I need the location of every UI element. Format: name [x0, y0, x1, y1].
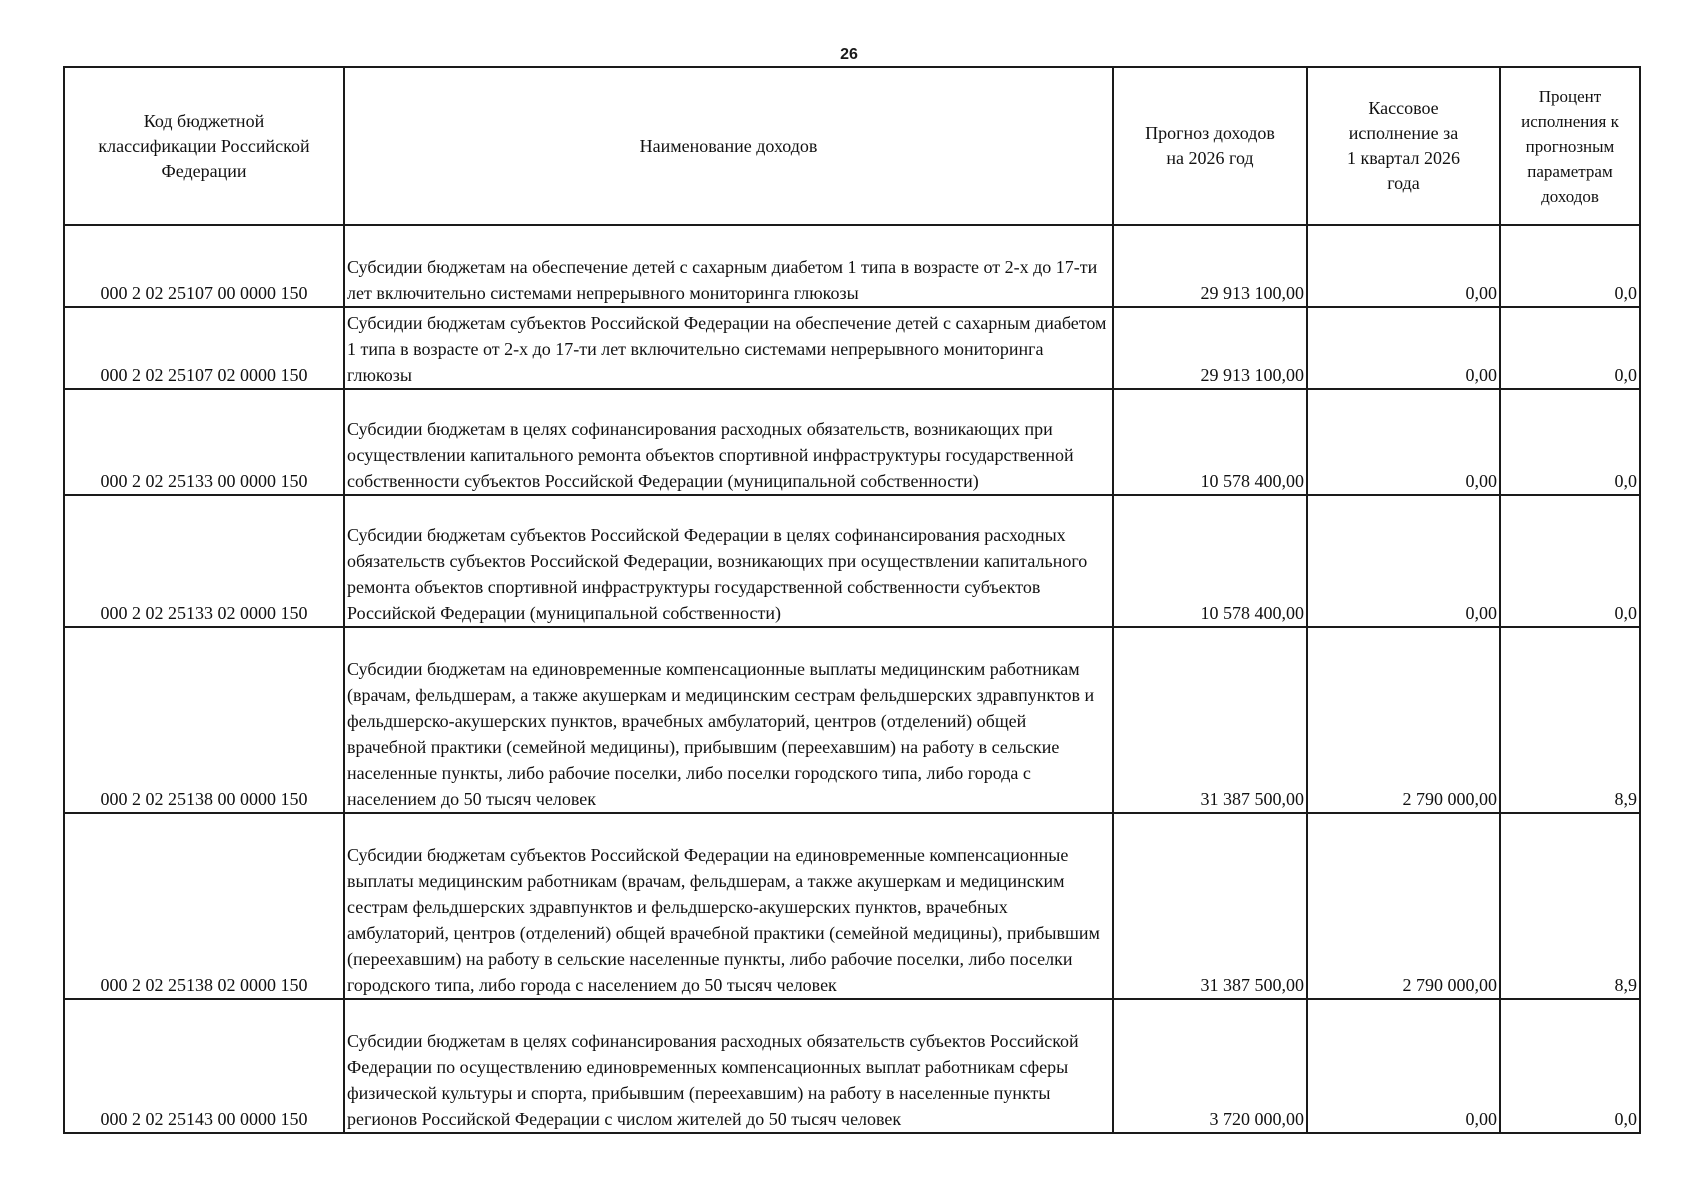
- cell-code: 000 2 02 25107 02 0000 150: [64, 307, 344, 389]
- cell-code: 000 2 02 25107 00 0000 150: [64, 225, 344, 307]
- header-name: Наименование доходов: [344, 67, 1113, 225]
- cell-forecast: 10 578 400,00: [1113, 389, 1307, 495]
- cell-percent: 0,0: [1500, 495, 1640, 627]
- cell-cash: 2 790 000,00: [1307, 813, 1500, 999]
- cell-forecast: 10 578 400,00: [1113, 495, 1307, 627]
- cell-cash: 0,00: [1307, 225, 1500, 307]
- header-code: Код бюджетной классификации Российской Федерации: [64, 67, 344, 225]
- cell-cash: 0,00: [1307, 495, 1500, 627]
- cell-forecast: 31 387 500,00: [1113, 813, 1307, 999]
- cell-percent: 0,0: [1500, 307, 1640, 389]
- cell-name: Субсидии бюджетам в целях софинансирования расходных обязательств субъектов Российской Федерации по осуществлению единовременных компенсационных выплат работникам сферы физической культуры и спорта, прибывшим (переехавшим) на работу в населенные пункты регионов Российской Федерации с числом жителей до 50 тысяч человек: [344, 999, 1113, 1133]
- cell-percent: 8,9: [1500, 627, 1640, 813]
- cell-percent: 0,0: [1500, 225, 1640, 307]
- header-forecast: Прогноз доходов на 2026 год: [1113, 67, 1307, 225]
- cell-cash: 2 790 000,00: [1307, 627, 1500, 813]
- cell-code: 000 2 02 25138 02 0000 150: [64, 813, 344, 999]
- cell-forecast: 31 387 500,00: [1113, 627, 1307, 813]
- cell-name: Субсидии бюджетам субъектов Российской Федерации на единовременные компенсационные выплаты медицинским работникам (врачам, фельдшерам, а также акушеркам и медицинским сестрам фельдшерских здравпунктов и фельдшерско-акушерских пунктов, врачебных амбулаторий, центров (отделений) общей врачебной практики (семейной медицины), прибывшим (переехавшим) на работу в сельские населенные пункты, либо рабочие поселки, либо поселки городского типа, либо города с населением до 50 тысяч человек: [344, 813, 1113, 999]
- cell-code: 000 2 02 25133 02 0000 150: [64, 495, 344, 627]
- cell-forecast: 3 720 000,00: [1113, 999, 1307, 1133]
- cell-name: Субсидии бюджетам на единовременные компенсационные выплаты медицинским работникам (врачам, фельдшерам, а также акушеркам и медицинским сестрам фельдшерских здравпунктов и фельдшерско-акушерских пунктов, врачебных амбулаторий, центров (отделений) общей врачебной практики (семейной медицины), прибывшим (переехавшим) на работу в сельские населенные пункты, либо рабочие поселки, либо поселки городского типа, либо города с населением до 50 тысяч человек: [344, 627, 1113, 813]
- table-row: [64, 495, 1640, 627]
- cell-name: Субсидии бюджетам субъектов Российской Федерации на обеспечение детей с сахарным диабетом 1 типа в возрасте от 2-х до 17-ти лет включительно системами непрерывного мониторинга глюкозы: [344, 307, 1113, 389]
- table-header-row: [64, 67, 1640, 225]
- cell-percent: 8,9: [1500, 813, 1640, 999]
- cell-percent: 0,0: [1500, 389, 1640, 495]
- table-row: [64, 999, 1640, 1133]
- cell-name: Субсидии бюджетам субъектов Российской Федерации в целях софинансирования расходных обязательств субъектов Российской Федерации, возникающих при осуществлении капитального ремонта объектов спортивной инфраструктуры государственной собственности субъектов Российской Федерации (муниципальной собственности): [344, 495, 1113, 627]
- cell-name: Субсидии бюджетам на обеспечение детей с сахарным диабетом 1 типа в возрасте от 2-х до 17-ти лет включительно системами непрерывного мониторинга глюкозы: [344, 225, 1113, 307]
- table-row: [64, 813, 1640, 999]
- cell-forecast: 29 913 100,00: [1113, 225, 1307, 307]
- cell-code: 000 2 02 25138 00 0000 150: [64, 627, 344, 813]
- cell-cash: 0,00: [1307, 389, 1500, 495]
- cell-cash: 0,00: [1307, 999, 1500, 1133]
- table-row: [64, 225, 1640, 307]
- page-number: 26: [840, 46, 858, 63]
- table-row: [64, 389, 1640, 495]
- cell-cash: 0,00: [1307, 307, 1500, 389]
- table-row: [64, 627, 1640, 813]
- table-row: [64, 307, 1640, 389]
- revenue-table: [63, 66, 1641, 1134]
- cell-code: 000 2 02 25133 00 0000 150: [64, 389, 344, 495]
- header-cash: Кассовое исполнение за 1 квартал 2026 года: [1307, 67, 1500, 225]
- cell-code: 000 2 02 25143 00 0000 150: [64, 999, 344, 1133]
- cell-forecast: 29 913 100,00: [1113, 307, 1307, 389]
- cell-percent: 0,0: [1500, 999, 1640, 1133]
- header-percent: Процент исполнения к прогнозным параметрам доходов: [1500, 67, 1640, 225]
- cell-name: Субсидии бюджетам в целях софинансирования расходных обязательств, возникающих при осуществлении капитального ремонта объектов спортивной инфраструктуры государственной собственности субъектов Российской Федерации (муниципальной собственности): [344, 389, 1113, 495]
